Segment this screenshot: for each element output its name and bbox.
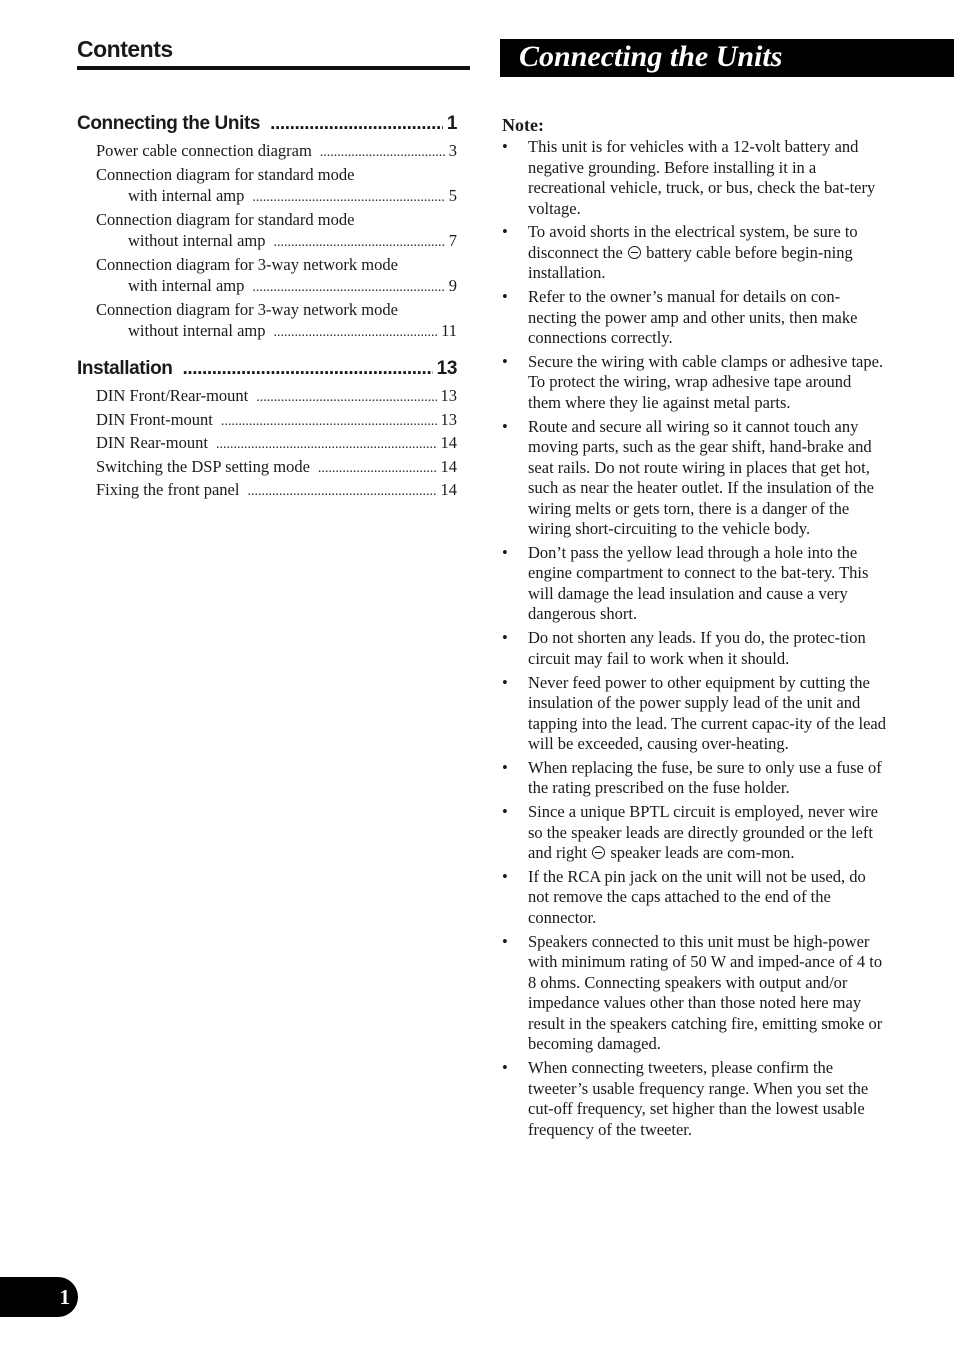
toc-entry-text: Switching the DSP setting mode <box>96 456 310 476</box>
note-item <box>500 137 888 219</box>
toc-entry-line <box>96 432 457 456</box>
toc-entry-page: 14 <box>440 456 457 476</box>
toc-entry-page: 13 <box>440 386 457 405</box>
toc-entry-line <box>96 299 457 321</box>
toc-leader-dots <box>320 142 445 164</box>
note-item <box>500 352 888 414</box>
bullet-glyph: • <box>502 628 508 648</box>
bullet-glyph: • <box>502 222 508 242</box>
toc-entry-line <box>96 456 457 480</box>
toc-section-page: 1 <box>446 113 457 134</box>
note-text: When connecting tweeters, please confirm the tweeter’s usable frequency range. When you set the cut-off frequency, set higher than the lowest usable frequency of the tweeter. <box>528 1058 869 1139</box>
note-text: When replacing the fuse, be sure to only use a fuse of the rating prescribed on the fuse holder. <box>528 757 882 798</box>
note-item <box>500 932 888 1055</box>
toc-entry-line <box>96 140 457 164</box>
contents-heading: Contents <box>77 32 470 70</box>
toc-entry-text: Fixing the front panel <box>96 480 240 499</box>
note-text: Refer to the owner’s manual for details on con-necting the power amp and other units, then make connections correctly. <box>528 287 858 348</box>
toc-entry-text: Connection diagram for 3-way network mode <box>96 299 398 319</box>
section-title: Connecting the Units <box>519 40 783 73</box>
toc-entry <box>96 140 457 164</box>
note-item <box>500 802 888 864</box>
toc-entry-text: Connection diagram for 3-way network mode <box>96 254 398 274</box>
toc-entry-text: DIN Front/Rear-mount <box>96 386 249 405</box>
toc-section-connecting <box>77 111 457 344</box>
toc-entry-text: DIN Front-mount <box>96 409 213 429</box>
section-title-bar <box>500 39 954 77</box>
toc-leader-dots <box>183 356 433 382</box>
toc-entry-line <box>96 209 457 231</box>
toc-entry-line <box>96 275 457 299</box>
bullet-glyph: • <box>502 351 508 371</box>
toc-section-page: 13 <box>436 358 457 379</box>
bullet-glyph: • <box>502 931 508 951</box>
toc-entry-line <box>96 409 457 433</box>
note-text: speaker leads are com-mon. <box>606 843 795 863</box>
toc-leader-dots <box>270 111 443 137</box>
toc-leader-dots <box>216 434 437 456</box>
bullet-glyph: • <box>502 1058 508 1078</box>
toc-leader-dots <box>252 187 444 209</box>
note-text: To avoid shorts in the electrical system, be sure to disconnect the <box>528 222 858 262</box>
toc-section-title: Installation <box>77 358 173 379</box>
note-text: Don’t pass the yellow lead through a hole into the engine compartment to connect to the bat-tery. This will damage the lead insulation and cause a very dangerous short. <box>528 542 869 624</box>
note-text: Since a unique BPTL circuit is employed, never wire so the speaker leads are directly grounded or the left and right <box>528 802 878 863</box>
toc-entry-line <box>96 385 457 409</box>
note-item <box>500 867 888 929</box>
toc-leader-dots <box>247 481 436 503</box>
toc-leader-dots <box>221 411 437 433</box>
toc-entry-page: 3 <box>448 141 457 160</box>
note-item <box>500 417 888 540</box>
toc-entry-text: without internal amp <box>128 321 266 340</box>
note-item <box>500 543 888 625</box>
toc-entry-line <box>96 254 457 276</box>
toc-entry-text: Connection diagram for standard mode <box>96 164 355 184</box>
toc-entry-text: without internal amp <box>128 231 266 250</box>
bullet-glyph: • <box>502 416 508 436</box>
note-text: battery cable before begin-ning installation. <box>528 242 853 283</box>
toc-entry-text: DIN Rear-mount <box>96 433 208 452</box>
toc-leader-dots <box>318 458 437 480</box>
note-text: Never feed power to other equipment by cutting the insulation of the power supply lead of the unit and tapping into the lead. The current capac-ity of the lead will be exceeded, causing over-heating. <box>528 672 886 754</box>
note-item <box>500 758 888 799</box>
toc-section-heading <box>77 111 457 137</box>
toc-entry-page: 13 <box>440 409 457 429</box>
note-label: Note: <box>502 115 544 135</box>
bullet-glyph: • <box>502 757 508 777</box>
toc-entry-line <box>96 230 457 254</box>
minus-circle-icon <box>628 246 641 259</box>
toc-section-title: Connecting the Units <box>77 113 261 134</box>
toc-entry <box>96 432 457 456</box>
page-number-tab <box>0 1277 78 1317</box>
note-item <box>500 628 888 669</box>
note-item <box>500 287 888 349</box>
toc-entry <box>96 164 457 209</box>
minus-circle-icon <box>592 846 605 859</box>
toc-entry-text: with internal amp <box>128 276 245 295</box>
toc-entry <box>96 299 457 344</box>
toc-entry <box>96 385 457 409</box>
bullet-glyph: • <box>502 802 508 822</box>
toc-entry-page: 14 <box>440 433 457 452</box>
toc-entry-line <box>96 164 457 186</box>
toc-section-heading <box>77 356 457 382</box>
toc-entry-text: with internal amp <box>128 186 245 205</box>
toc-entry-page: 7 <box>448 231 457 250</box>
toc-entry <box>96 456 457 480</box>
toc-entry-line <box>96 185 457 209</box>
bullet-glyph: • <box>502 866 508 886</box>
toc-leader-dots <box>273 232 444 254</box>
note-list <box>500 137 888 1143</box>
toc-entry-page: 14 <box>440 480 457 499</box>
toc-entry <box>96 409 457 433</box>
note-text: If the RCA pin jack on the unit will not be used, do not remove the caps attached to the end of the connector. <box>528 866 866 927</box>
toc-entry-text: Power cable connection diagram <box>96 141 312 160</box>
toc-entry <box>96 209 457 254</box>
bullet-glyph: • <box>502 287 508 307</box>
bullet-glyph: • <box>502 672 508 692</box>
toc-entry-line <box>96 479 457 503</box>
bullet-glyph: • <box>502 137 508 156</box>
note-text: Secure the wiring with cable clamps or adhesive tape. To protect the wiring, wrap adhesive tape around them where they lie against metal parts. <box>528 351 884 412</box>
note-text: Speakers connected to this unit must be high-power with minimum rating of 50 W and imped-ance of 4 to 8 ohms. Connecting speakers with output and/or impedance values other than those noted here may result in the speakers catching fire, emitting smoke or becoming damaged. <box>528 931 883 1054</box>
toc-entry-page: 5 <box>448 186 457 205</box>
toc-leader-dots <box>256 387 436 409</box>
toc-entry-line <box>96 320 457 344</box>
bullet-glyph: • <box>502 542 508 562</box>
note-text: This unit is for vehicles with a 12-volt battery and negative grounding. Before installing it in a recreational vehicle, truck, or bus, check the bat-tery voltage. <box>528 137 876 218</box>
note-text: Do not shorten any leads. If you do, the protec-tion circuit may fail to work when it should. <box>528 628 866 668</box>
note-text: Route and secure all wiring so it cannot touch any moving parts, such as the gear shift, hand-brake and seat rails. Do not route wiring in places that get hot, such as near the heater outlet. If the insulation of the wiring melts or gets torn, there is a danger of the wiring short-circuiting to the vehicle body. <box>528 416 874 539</box>
toc-entry-page: 9 <box>448 276 457 295</box>
toc-entry-text: Connection diagram for standard mode <box>96 209 355 229</box>
toc-entry <box>96 254 457 299</box>
note-item <box>500 1058 888 1140</box>
toc-leader-dots <box>252 277 444 299</box>
page-number: 1 <box>59 1285 70 1309</box>
toc-leader-dots <box>273 322 437 344</box>
toc-entry <box>96 479 457 503</box>
note-item <box>500 673 888 755</box>
note-item <box>500 222 888 284</box>
toc-entry-page: 11 <box>441 321 457 340</box>
toc-section-installation <box>77 356 457 503</box>
